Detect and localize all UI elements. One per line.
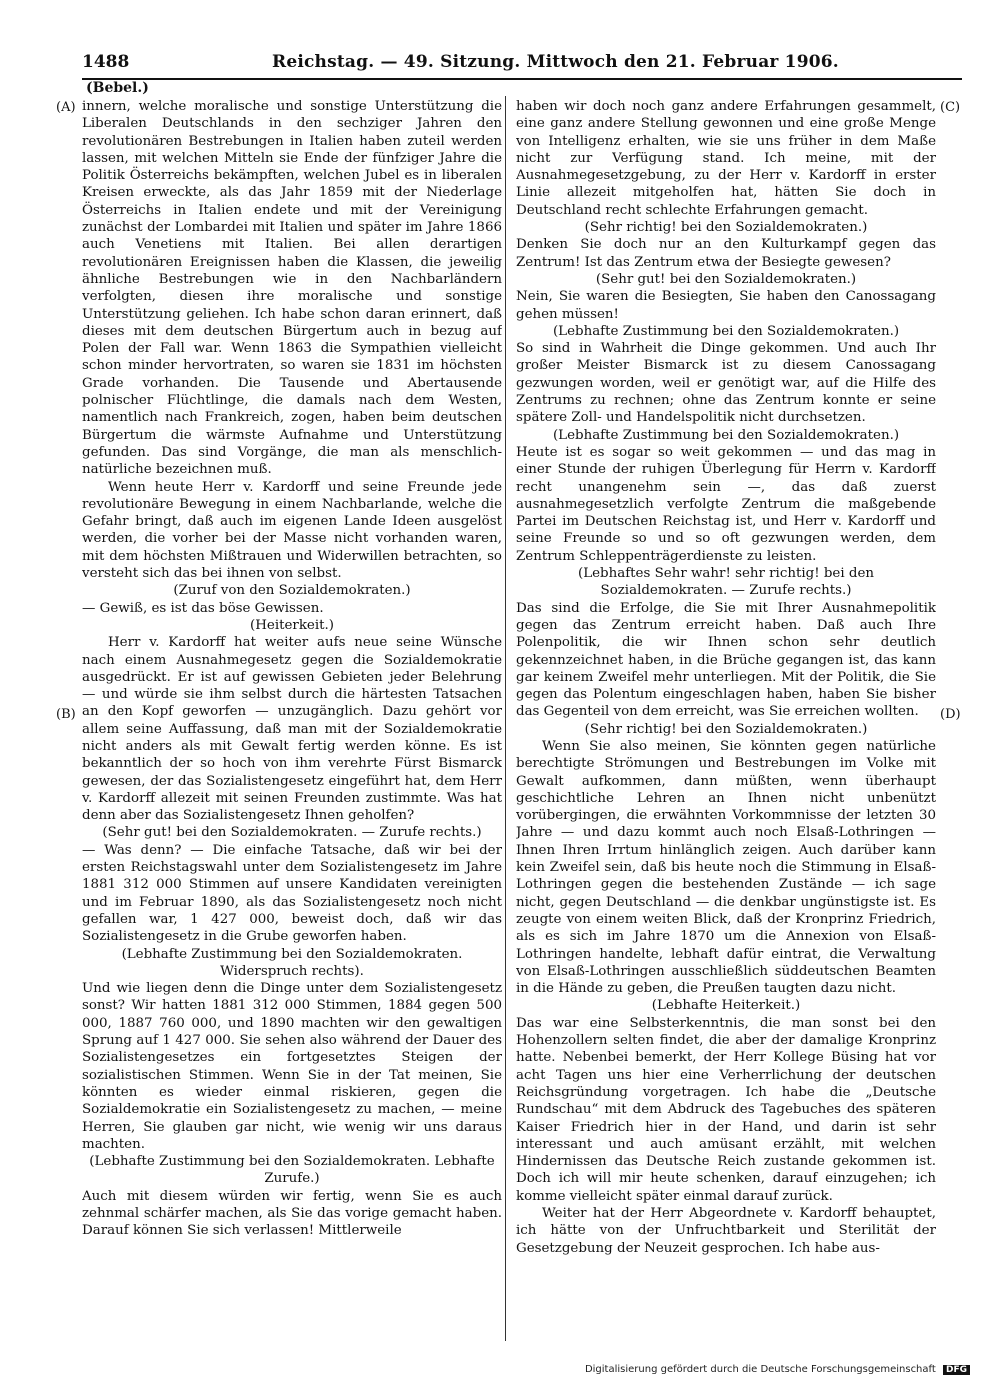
interjection: (Lebhafte Zustimmung bei den Sozialdemokraten. Lebhafte Zurufe.) bbox=[89, 1154, 495, 1187]
interjection: (Sehr richtig! bei den Sozialdemokraten.) bbox=[584, 721, 868, 737]
paragraph: Weiter hat der Herr Abgeordnete v. Kardorff behauptet, ich hätte von der Unfruchtbarkeit und Sterilität der Gesetzgebung der Neuzeit gesprochen. Ich habe aus- bbox=[516, 1206, 936, 1256]
paragraph: Heute ist es sogar so weit gekommen — und das mag in einer Stunde der ruhigen Überlegung für Herrn v. Kardorff recht unangenehm sein —, das daß zuerst ausnahmegesetzlich verfolgte Zentrum die maßgebende Partei im Deutschen Reichstag ist, und Herr v. Kardorff und seine Freunde so und so oft gezwungen werden, dem Zentrum Schleppenträgerdienste zu leisten. bbox=[516, 444, 936, 564]
paragraph: Nein, Sie waren die Besiegten, Sie haben den Canossagang gehen müssen! bbox=[516, 289, 936, 322]
right-column bbox=[516, 98, 936, 1338]
interjection: (Lebhafte Zustimmung bei den Sozialdemokraten.) bbox=[552, 323, 900, 339]
left-column bbox=[82, 98, 502, 1338]
paragraph: Und wie liegen denn die Dinge unter dem Sozialistengesetz sonst? Wir hatten 1881 312 000 Stimmen, 1884 gegen 500 000, 1887 760 000, und 1890 machten wir den gewaltigen Sprung auf 1 427 000. Sie sehen also während der Dauer des Sozialistengesetzes ein fortgesetztes Steigen der sozialistischen Stimmen. Wenn Sie in der Tat meinen, Sie könnten es wieder einmal riskieren, gegen die Sozialdemokratie ein Sozialistengesetz zu machen, — meine Herren, Sie glauben gar nicht, wie wenig wir uns daraus machten. bbox=[82, 981, 502, 1152]
paragraph: Das sind die Erfolge, die Sie mit Ihrer Ausnahmepolitik gegen das Zentrum erreicht haben. Daß auch Ihre Polenpolitik, die wir Ihnen schon sehr deutlich gekennzeichnet haben, in die Brüche gegangen ist, das kann gar keinem Zweifel mehr unterliegen. Mit der Politik, die Sie gegen das Polentum eingeschlagen haben, haben Sie bisher das Gegenteil von dem erreicht, was Sie erreichen wollten. bbox=[516, 600, 936, 720]
paragraph: — Was denn? — Die einfache Tatsache, daß wir bei der ersten Reichstagswahl unter dem Sozialistengesetz im Jahre 1881 312 000 Stimmen auf unsere Kandidaten vereinigten und im Februar 1890, als das Sozialistengesetz noch nicht gefallen war, 1 427 000, beweist doch, daß wir das Sozialistengesetz in die Grube geworfen haben. bbox=[82, 842, 502, 945]
speaker-label: (Bebel.) bbox=[86, 80, 149, 96]
paragraph: Denken Sie doch nur an den Kulturkampf gegen das Zentrum! Ist das Zentrum etwa der Besiegte gewesen? bbox=[516, 237, 936, 270]
interjection: (Sehr richtig! bei den Sozialdemokraten.) bbox=[584, 220, 868, 236]
paragraph: innern, welche moralische und sonstige Unterstützung die Liberalen Deutschlands in den sechziger Jahren den revolutionären Bestrebungen in Italien haben zuteil werden lassen, mit welchen Mitteln sie Ende der fünfziger Jahre die Politik Österreichs bekämpften, welchen Jubel es in liberalen Kreisen erweckte, als das Jahr 1859 mit der Niederlage Österreichs in Italien endete und mit der Vereinigung zunächst der Lombardei mit Italien und später im Jahre 1866 auch Venetiens mit Italien. Bei allen derartigen revolutionären Ereignissen haben die Klassen, die jeweilig ähnliche Bestrebungen wie in den Nachbarländern verfolgten, diesen ihre moralische und sonstige Unterstützung geliehen. Ich habe schon daran erinnert, daß dieses mit dem deutschen Bürgertum auch in bezug auf Polen der Fall war. Wenn 1863 die Sympathien vielleicht schon minder hervortraten, so waren sie 1831 im höchsten Grade vorhanden. Die Tausende und Abertausende polnischer Flüchtlinge, die damals nach dem Westen, namentlich nach Frankreich, zogen, haben beim deutschen Bürgertum die wärmste Aufnahme und Unterstützung gefunden. Das sind Vorgänge, die man als menschlich-natürliche bezeichnen muß. bbox=[82, 99, 502, 478]
interjection: (Lebhafte Zustimmung bei den Sozialdemokraten.) bbox=[552, 427, 900, 443]
column-divider bbox=[505, 96, 506, 1341]
digitization-footer bbox=[585, 1364, 970, 1375]
running-head: Reichstag. — 49. Sitzung. Mittwoch den 21. Februar 1906. bbox=[272, 52, 839, 72]
footer-text: Digitalisierung gefördert durch die Deutsche Forschungsgemeinschaft bbox=[584, 1364, 936, 1375]
interjection: (Lebhaftes Sehr wahr! sehr richtig! bei den Sozialdemokraten. — Zurufe rechts.) bbox=[577, 566, 874, 599]
interjection: (Zuruf von den Sozialdemokraten.) bbox=[173, 583, 411, 599]
paragraph: Herr v. Kardorff hat weiter aufs neue seine Wünsche nach einem Ausnahmegesetz gegen die Sozialdemokratie ausgedrückt. Er ist auf gewissen Gebieten jeder Belehrung — und würde sie ihm selbst durch die härtesten Tatsachen an den Kopf geworfen — unzugänglich. Dazu gehört vor allem seine Auffassung, daß man mit der Sozialdemokratie nicht anders als mit Gewalt fertig werden könne. Es ist bekanntlich der so hoch von ihm verehrte Fürst Bismarck gewesen, der das Sozialistengesetz eingeführt hat, dem Herr v. Kardorff allezeit mit seinen Freunden zustimmte. Was hat denn aber das Sozialistengesetz Ihnen geholfen? bbox=[82, 635, 502, 824]
paragraph: So sind in Wahrheit die Dinge gekommen. Und auch Ihr großer Meister Bismarck ist zu diesem Canossagang gezwungen worden, weil er genötigt war, auf die Hilfe des Zentrums zu rechnen; ohne das Zentrum konnte er seine spätere Zoll- und Handelspolitik nicht durchsetzen. bbox=[516, 341, 936, 426]
paragraph: Auch mit diesem würden wir fertig, wenn Sie es auch zehnmal schärfer machen, als Sie das vorige gemacht haben. Darauf können Sie sich verlassen! Mittlerweile bbox=[82, 1188, 502, 1239]
paragraph: Das war eine Selbsterkenntnis, die man sonst bei den Hohenzollern selten findet, die aber der damalige Kronprinz hatte. Nebenbei bemerkt, der Herr Kollege Büsing hat vor acht Tagen uns hier eine Verherrlichung der deutschen Reichsgründung vorgetragen. Ich habe die „Deutsche Rundschau“ mit dem Abdruck des Tagebuches des späteren Kaiser Friedrich hier in der Hand, und darin ist sehr interessant und auch amüsant erzählt, mit welchen Hindernissen das Deutsche Reich zustande gekommen ist. Doch ich will mir heute schenken, darauf einzugehen; ich komme vielleicht später einmal darauf zurück. bbox=[516, 1015, 936, 1204]
dfg-logo-icon: DFG bbox=[943, 1365, 970, 1375]
interjection: (Lebhafte Heiterkeit.) bbox=[651, 998, 801, 1014]
interjection: (Heiterkeit.) bbox=[250, 617, 334, 633]
paragraph: haben wir doch noch ganz andere Erfahrungen gesammelt, eine ganz andere Stellung gewonnen und eine große Menge von Intelligenz erhalten, wie sie uns früher in dem Maße nicht zur Verfügung stand. Ich meine, mit der Ausnahmegesetzgebung, zu der Herr v. Kardorff in erster Linie allezeit mitgeholfen hat, hätten Sie doch in Deutschland recht schlechte Erfahrungen gemacht. bbox=[516, 99, 936, 218]
interjection: (Sehr gut! bei den Sozialdemokraten.) bbox=[595, 271, 857, 287]
paragraph: Wenn Sie also meinen, Sie könnten gegen natürliche berechtigte Strömungen und Bestrebungen im Volke mit Gewalt aufkommen, dann müßten, wenn überhaupt geschichtliche Lehren an Ihnen nicht unbenützt vorübergingen, die erwähnten Vorkommnisse der letzten 30 Jahre — und dazu kommt auch noch Elsaß-Lothringen — Ihnen Ihren Irrtum hinlänglich zeigen. Auch darüber kann kein Zweifel sein, daß bis heute noch die Stimmung in Elsaß-Lothringen gegen die bestehenden Zustände — ich sage nicht, gegen Deutschland — die denkbar ungünstigste ist. Es zeugte von einem weiten Blick, daß der Kronprinz Friedrich, als es sich im Jahre 1870 um die Annexion von Elsaß-Lothringen handelte, lebhaft dafür eintrat, die Verwaltung von Elsaß-Lothringen ausschließlich süddeutschen Beamten in die Hände zu geben, die Preußen taugten dazu nicht. bbox=[516, 738, 936, 997]
paragraph: — Gewiß, es ist das böse Gewissen. bbox=[82, 600, 324, 616]
paragraph: Wenn heute Herr v. Kardorff und seine Freunde jede revolutionäre Bewegung in einem Nachbarlande, welche die Gefahr bringt, daß auch im eigenen Lande Ideen ausgelöst werden, die vorher bei der Masse nicht vorhanden waren, mit dem höchsten Mißtrauen und Widerwillen betrachten, so versteht sich das bei ihnen von selbst. bbox=[82, 479, 502, 582]
margin-marker-c: (C) bbox=[940, 100, 961, 115]
page-header bbox=[82, 52, 962, 80]
interjection: (Sehr gut! bei den Sozialdemokraten. — Zurufe rechts.) bbox=[102, 825, 482, 841]
page-number: 1488 bbox=[82, 52, 130, 72]
margin-marker-a: (A) bbox=[56, 100, 76, 115]
margin-marker-d: (D) bbox=[940, 707, 961, 722]
interjection: (Lebhafte Zustimmung bei den Sozialdemokraten. Widerspruch rechts). bbox=[121, 946, 463, 979]
margin-marker-b: (B) bbox=[56, 707, 76, 722]
